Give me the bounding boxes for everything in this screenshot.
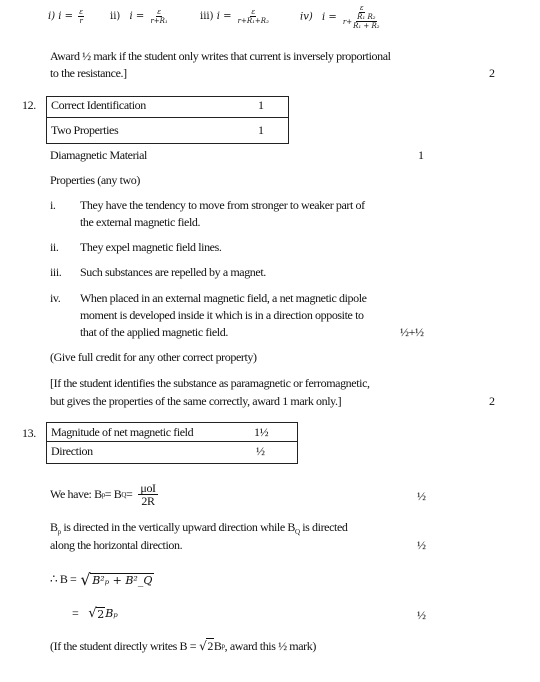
eq-iv-num: ε: [359, 4, 364, 12]
award-note-line1: Award ½ mark if the student only writes that current is inversely proportional: [50, 49, 391, 63]
eq-ii-num: ε: [157, 8, 161, 16]
q13-note-b: B: [213, 638, 222, 653]
eq-iii-lhs: i =: [216, 11, 232, 22]
eq-i-num: ε: [79, 8, 84, 16]
q13-dir-sub-p: p: [57, 528, 61, 536]
q12-item-4-line-2: moment is developed inside it which is in a direction opposite to: [80, 308, 364, 322]
q13-scheme-divider: [46, 441, 297, 442]
q13-note-a: (If the student directly writes B =: [50, 638, 197, 653]
q13-note: [50, 638, 316, 654]
q13-direction-line-1: [50, 520, 348, 536]
q12-items-marks: ½+½: [400, 325, 424, 339]
eq-iv-label: iv): [300, 11, 313, 23]
q13-frac-num: μoI: [140, 481, 156, 495]
q13-we-have: We have: B: [50, 487, 102, 501]
q12-para-line-2: but gives the properties of the same correctly, award 1 mark only.]: [50, 394, 342, 408]
q12-item-num-4: iv.: [50, 291, 61, 305]
q12-answer-marks: 1: [418, 148, 424, 162]
q13-final-marks: ½: [417, 608, 426, 622]
q13-step1-marks: ½: [417, 489, 426, 503]
q13-equation-1: [50, 482, 160, 507]
q12-total-marks: 2: [489, 394, 495, 408]
q12-item-4-line-1: When placed in an external magnetic field, a net magnetic dipole: [80, 291, 367, 305]
q12-para-line-1: [If the student identifies the substance as paramagnetic or ferromagnetic,: [50, 376, 370, 390]
q13-frac-den: 2R: [141, 494, 155, 508]
eq-iii-fraction: [237, 8, 270, 25]
eq-i-label: i): [48, 11, 56, 22]
eq-i-fraction: [78, 8, 84, 25]
eq-iii-num: ε: [251, 8, 256, 16]
q13-fraction: [138, 482, 157, 507]
q12-scheme-label-2: Two Properties: [51, 123, 119, 137]
q13-therefore: ∴ B =: [50, 572, 77, 586]
q13-eq-line2: =: [72, 606, 79, 620]
q13-bp: Bₚ: [105, 607, 118, 620]
q13-scheme-marks-2: ½: [256, 444, 265, 458]
q13-sqrt-expr: B²ₚ + B²_Q: [92, 573, 153, 587]
q12-properties-heading: Properties (any two): [50, 173, 140, 187]
q12-item-1-line-1: They have the tendency to move from stronger to weaker part of: [80, 198, 365, 212]
q13-direction-marks: ½: [417, 538, 426, 552]
q13-scheme-label-2: Direction: [51, 444, 93, 458]
eq-iii-label: iii): [200, 11, 214, 22]
q12-item-num-1: i.: [50, 198, 56, 212]
marks-top: 2: [489, 66, 495, 80]
q13-dir-b1: B: [50, 520, 58, 534]
q12-item-3-line-1: Such substances are repelled by a magnet.: [80, 265, 266, 279]
eq-iv-fraction: [342, 4, 382, 30]
eq-ii-fraction: [149, 8, 168, 25]
q12-item-2-line-1: They expel magnetic field lines.: [80, 240, 222, 254]
eq-iii-den: r+R₁+R₂: [237, 17, 269, 25]
q12-item-4-line-3: that of the applied magnetic field.: [80, 325, 228, 339]
equation-iv: [300, 4, 384, 30]
q12-scheme-label-1: Correct Identification: [51, 98, 146, 112]
q12-item-num-2: ii.: [50, 240, 59, 254]
q13-dir-end: is directed: [299, 520, 348, 534]
q13-eq-sign: =: [126, 487, 133, 501]
q13-sqrt2-value: 2: [97, 607, 105, 621]
q12-answer: Diamagnetic Material: [50, 148, 147, 162]
q12-scheme-marks-2: 1: [258, 123, 264, 137]
q12-item-num-3: iii.: [50, 265, 62, 279]
q13-equation-3: [72, 606, 118, 621]
q13-note-sub-p: p: [221, 642, 225, 650]
q12-scheme-divider: [46, 117, 288, 118]
q13-direction-line-2: along the horizontal direction.: [50, 538, 183, 552]
q12-credit-note: (Give full credit for any other correct property): [50, 350, 257, 364]
q13-scheme-label-1: Magnitude of net magnetic field: [51, 425, 194, 439]
eq-iv-inner-num: R₁ R₂: [357, 13, 376, 21]
eq-iv-inner-den: R₁ + R₂: [353, 22, 380, 30]
eq-i-den: r: [79, 17, 83, 25]
q13-sqrt-symbol: √: [80, 570, 91, 589]
eq-iv-den-pre: r+: [342, 17, 353, 26]
eq-iv-den: [342, 13, 382, 30]
q12-item-1-line-2: the external magnetic field.: [80, 215, 201, 229]
eq-iv-lhs: i =: [321, 11, 337, 23]
eq-i-lhs: i =: [58, 11, 74, 22]
q13-sub-q: Q: [121, 490, 127, 499]
q13-note-sqrt-symbol: √: [199, 639, 207, 653]
q13-dir-sub-q: Q: [294, 528, 300, 536]
q13-dir-middle: is directed in the vertically upward direction while B: [60, 520, 295, 534]
equation-ii: [110, 8, 171, 25]
q13-note-c: , award this ½ mark): [224, 638, 316, 653]
q13-note-sqrt-value: 2: [207, 639, 213, 653]
q13-eq1: = B: [104, 487, 122, 501]
eq-ii-den: r+R₁: [150, 17, 168, 25]
q12-scheme-marks-1: 1: [258, 98, 264, 112]
question-number-13: 13.: [22, 426, 36, 440]
q13-sqrt2-symbol: √: [88, 606, 97, 621]
equation-iii: [200, 8, 272, 25]
eq-iv-inner-fraction: [352, 13, 380, 30]
question-number-12: 12.: [22, 98, 36, 112]
award-note-line2: to the resistance.]: [50, 66, 127, 80]
q13-equation-2: [50, 570, 154, 589]
q13-sub-p: p: [101, 490, 105, 499]
q13-scheme-marks-1: 1½: [254, 425, 269, 439]
eq-ii-lhs: i =: [129, 11, 145, 22]
equation-i: [48, 8, 86, 25]
eq-ii-label: ii): [110, 11, 121, 22]
